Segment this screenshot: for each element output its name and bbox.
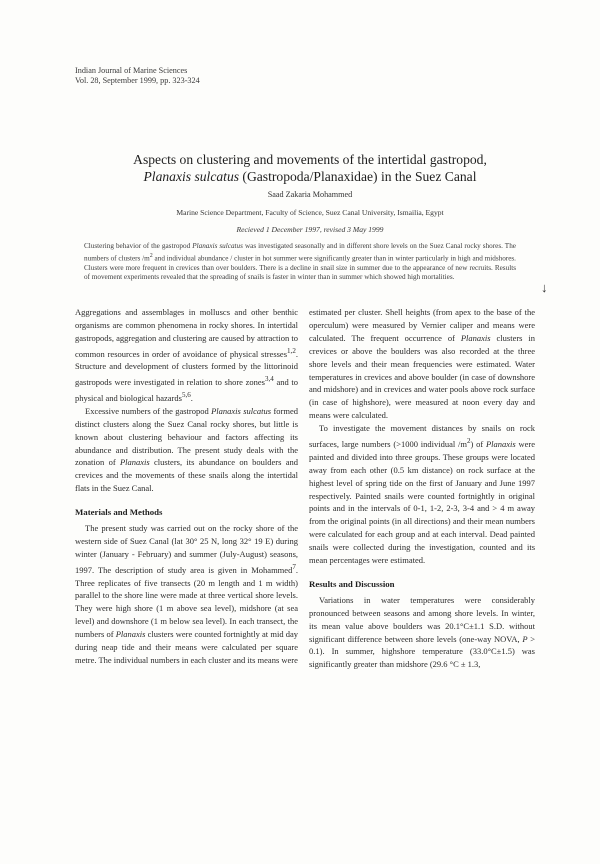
body-text: clusters were counted fortnightly at mid day during neap tide and their means were calculated per square metre. The individual numbers in each cluster and its means were (75, 629, 299, 665)
species-name: Planaxis (460, 332, 491, 343)
paragraph (309, 594, 535, 671)
body-text: Excessive numbers of the gastropod (85, 405, 212, 416)
margin-mark: ↓ (541, 280, 548, 295)
left-column (75, 306, 298, 667)
body-text: > 0.1). In summer, highshore temperature (33.0°C±1.5) was significantly greater than midshore (29.6 °C ± 1.3, (309, 633, 536, 670)
title-species: Planaxis sulcatus (143, 169, 240, 184)
journal-name: Indian Journal of Marine Sciences (75, 66, 188, 75)
abstract-text: was investigated seasonally and in different shore levels on the Suez Canal rocky shores. The numbers of clusters /m (84, 242, 516, 262)
body-text: . Structure and development of clusters formed by the littorinoid gastropods were investigated in relation to shore zones (75, 348, 298, 388)
species-name: Planaxis (115, 629, 146, 640)
author: Saad Zakaria Mohammed (267, 190, 353, 199)
citation: 5,6 (181, 391, 191, 400)
body-text: Variations in water temperatures were considerably pronounced between seasons and among shore levels. In winter, its mean value above boulders was 20.1°C±1.1 S.D. without significant difference between shore levels (one-way NOVA, (309, 594, 535, 644)
body-text: ) of (470, 438, 486, 449)
paragraph (309, 306, 535, 422)
body-text: The present study was carried out on the rocky shore of the western side of Suez Canal (lat 30° 25 N, long 32° 19 E) during winter (January - February) and summer (July-August) seasons, 1997. The description of study area is given in Mohammed (75, 523, 298, 575)
section-heading-methods: Materials and Methods (75, 507, 163, 518)
abstract (84, 242, 516, 283)
citation: 3,4 (264, 375, 274, 384)
journal-header (75, 66, 200, 86)
received-dates: Recieved 1 December 1997, revised 3 May 1999 (236, 225, 384, 234)
abstract-species: Planaxis sulcatus (192, 242, 243, 250)
abstract-superscript: 2 (149, 252, 153, 259)
body-text: . Three replicates of five transects (20 m length and 1 m width) parallel to the shore line were made at three vertical shore levels. They were high shore (1 m above sea level), midshore (at sea level) and downshore (1 m below sea level). In each transect, the numbers of (75, 564, 298, 640)
body-text: . (190, 392, 193, 403)
section-heading-results: Results and Discussion (309, 578, 395, 589)
species-name: Planaxis (485, 438, 516, 449)
body-text: formed distinct clusters along the Suez Canal rocky shores, but little is known about clustering behaviour and factors affecting its abundance and distribution. The present study deals with the zonation of (75, 405, 299, 468)
paragraph (75, 522, 298, 667)
stat-symbol: P (522, 633, 528, 644)
body-text: were painted and divided into three groups. These groups were located away from each other (0.5 km distance) on rock surface at the highest level of spring tide on the first of January and June 1997 respectively. Painted snails were counted fortnightly in original points and in the intervals of 0-1, 1-2, 2-3, 3-4 and > 4 m away from the original points (in all directions) and their mean numbers were calculated for each group and at each interval. Dead painted snails were collected during the investigation, counted and its mean percentages were estimated. (309, 438, 535, 566)
body-text: Aggregations and assemblages in molluscs and other benthic organisms are common phenomena in rocky shores. In intertidal gastropods, aggregation and clustering are caused by attraction to common resources in order of avoidance of physical stresses (75, 307, 298, 359)
body-text: and to physical and biological hazards (75, 377, 298, 403)
abstract-text: and individual abundance / cluster in hot summer were significantly greater than in winter particularly in high and midshores. Clusters were more frequent in crevices than over boulders. There is a decline in snail size in summer due to the appearance of new recruits. Results of movement experiments revealed that the spreading of snails is faster in winter than in summer which showed high mortalities. (84, 253, 516, 282)
paragraph (75, 405, 298, 495)
citation: 1,2 (287, 346, 296, 355)
paper-title (60, 151, 560, 185)
body-text: estimated per cluster. Shell heights (from apex to the base of the operculum) were measured by Vernier caliper and means were calculated. The frequent occurrence of (309, 307, 535, 343)
title-line-2 (60, 168, 560, 185)
species-name: Planaxis sulcatus (211, 405, 272, 416)
body-text: To investigate the movement distances by snails on rock surfaces, large numbers (>1000 individual /m (309, 423, 535, 449)
right-column (309, 306, 535, 671)
species-name: Planaxis (119, 457, 150, 468)
paragraph (309, 422, 535, 567)
abstract-text: Clustering behavior of the gastropod (84, 242, 193, 250)
journal-volume: Vol. 28, September 1999, pp. 323-324 (75, 76, 200, 85)
title-line-1: Aspects on clustering and movements of the intertidal gastropod, (133, 152, 487, 167)
title-rest: (Gastropoda/Planaxidae) in the Suez Canal (239, 169, 477, 184)
body-text: clusters, its abundance on boulders and crevices and the movements of these snails along the intertidal flats in the Suez Canal. (75, 457, 298, 494)
affiliation: Marine Science Department, Faculty of Science, Suez Canal University, Ismailia, Egypt (176, 208, 444, 217)
paragraph (75, 306, 298, 405)
body-text: clusters in crevices or above the boulders was also recorded at the three shore levels and their mean frequencies were estimated. Water temperatures in crevices and above boulder (in case of downshore and midshore) and in crevices and water pools above rock surface (in case of highshore), were measured at noon every day and means were calculated. (309, 332, 536, 421)
citation: 7 (292, 562, 296, 571)
superscript: 2 (466, 437, 471, 446)
